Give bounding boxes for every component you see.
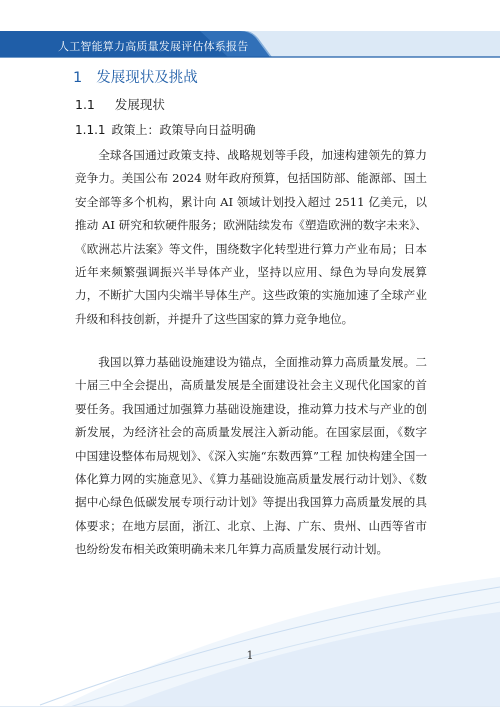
- subsection-heading: [75, 95, 165, 113]
- subsubsection-heading: [75, 121, 256, 138]
- section-heading: [73, 66, 198, 87]
- bottom-decoration: [0, 567, 500, 707]
- body-paragraph: 我国以算力基础设施建设为锚点，全面推动算力高质量发展。二十届三中全会提出，高质量发展是全面建设社会主义现代化国家的首要任务。我国通过加强算力基础设施建设，推动算力技术与产业的创新发展，为经济社会的高质量发展注入新动能。在国家层面，《数字中国建设整体布局规划》、《深入实施“东数西算”工程 加快构建全国一体化算力网的实施意见》、《算力基础设施高质量发展行动计划》、《数据中心绿色低碳发展专项行动计划》等提出我国算力高质量发展的具体要求；在地方层面，浙江、北京、上海、广东、贵州、山西等省市也纷纷发布相关政策明确未来几年算力高质量发展行动计划。: [75, 355, 427, 557]
- header-title: 人工智能算力高质量发展评估体系报告: [58, 40, 249, 53]
- section-title: 发展现状及挑战: [96, 70, 198, 86]
- body-paragraph: 全球各国通过政策支持、战略规划等手段，加速构建领先的算力竞争力。美国公布 2024 财年政府预算，包括国防部、能源部、国土安全部等多个机构，累计向 AI 领域计划投入超过 2511 亿美元，以推动 AI 研究和软硬件服务；欧洲陆续发布《塑造欧洲的数字未来》、《欧洲芯片法案》等文件，围绕数字化转型进行算力产业布局；日本近年来频繁强调振兴半导体产业，坚持以应用、绿色为导向发展算力，不断扩大国内尖端半导体生产。这些政策的实施加速了全球产业升级和科技创新，并提升了这些国家的算力竞争地位。: [75, 148, 427, 326]
- subsection-number: 1.1: [75, 97, 95, 112]
- section-number: 1: [73, 70, 83, 86]
- subsection-title: 发展现状: [114, 97, 165, 112]
- page-number: 1: [246, 649, 254, 662]
- subsubsection-title: 政策上：政策导向日益明确: [111, 123, 256, 137]
- subsubsection-number: 1.1.1: [75, 123, 106, 137]
